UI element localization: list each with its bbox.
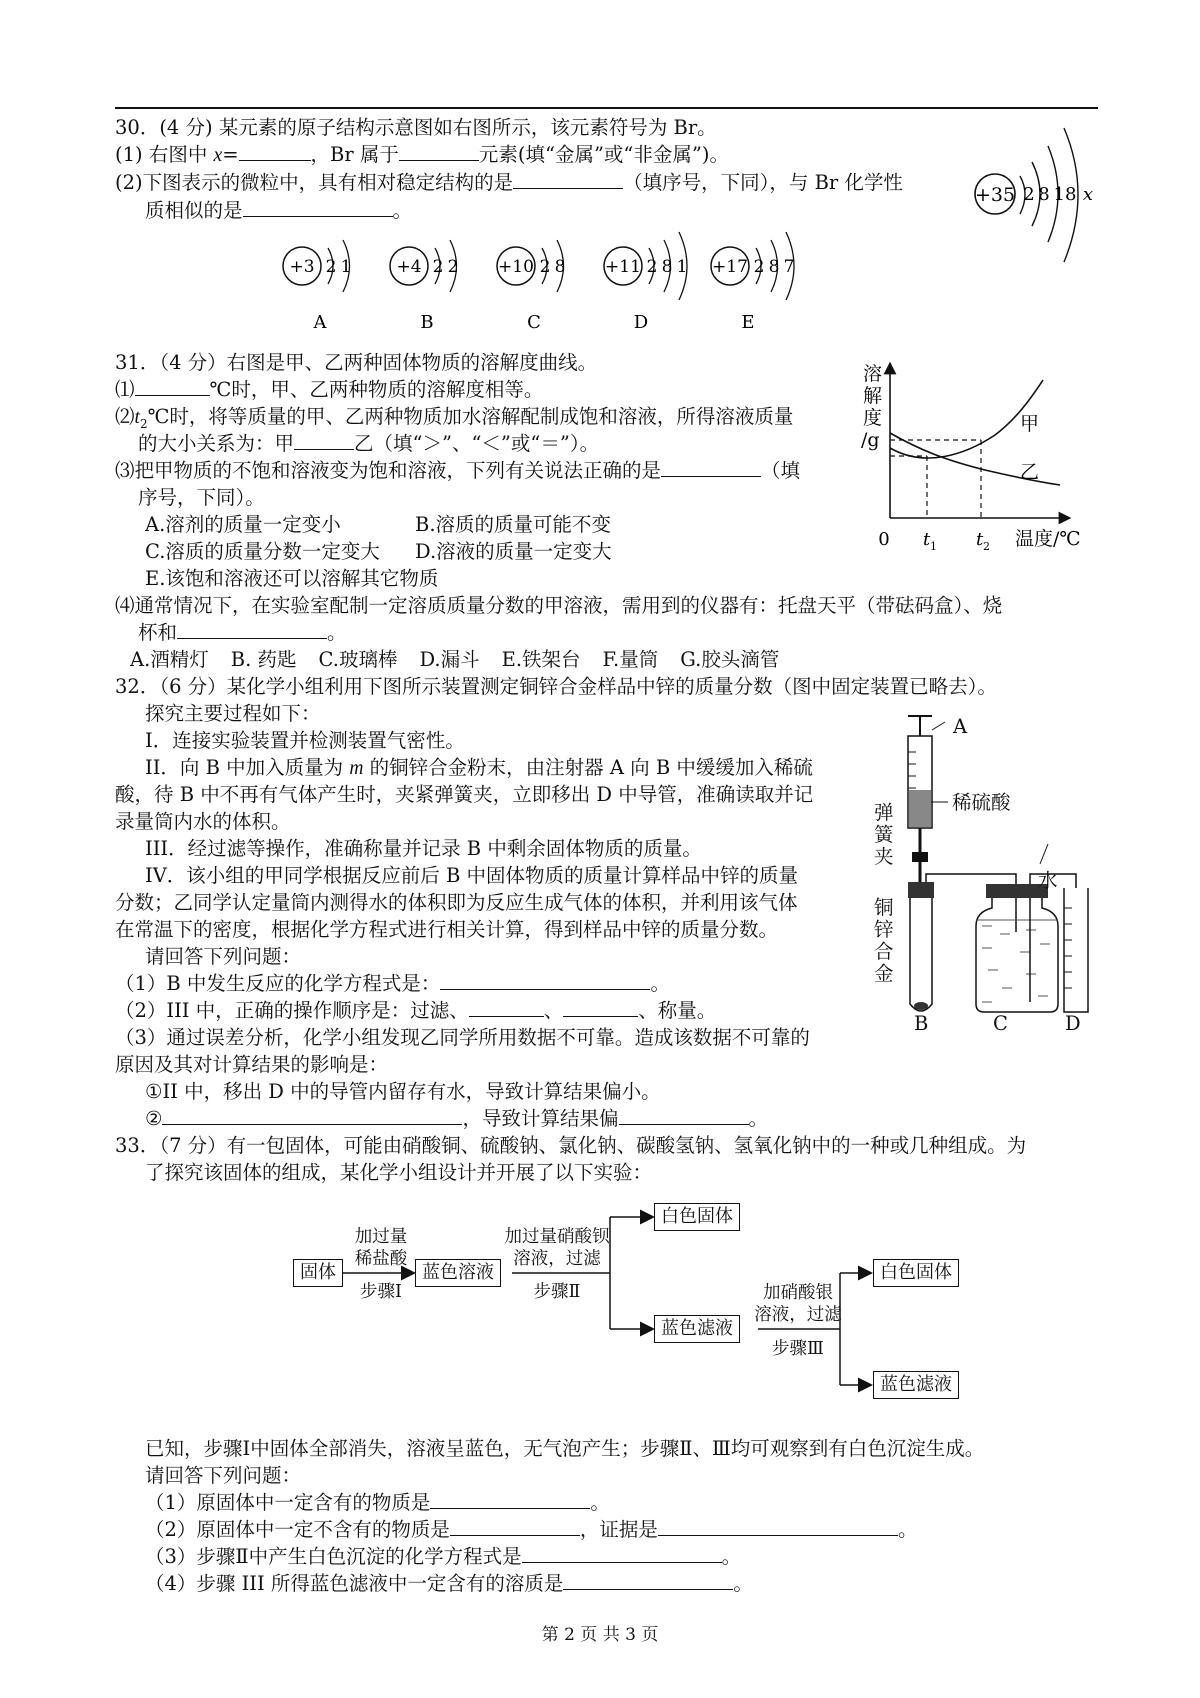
shell-electrons: 2	[1023, 184, 1035, 205]
label-jia: 甲	[1020, 413, 1040, 435]
spring-clamp-shape	[912, 852, 928, 862]
q32-step2-cont: 酸，待 B 中不再有气体产生时，夹紧弹簧夹，立即移出 D 中导管，准确读取并记	[115, 783, 814, 806]
y-label: /g	[861, 429, 880, 451]
instrument-option: C.玻璃棒	[318, 648, 398, 671]
q32-intro: 探究主要过程如下：	[145, 702, 321, 725]
q32-step1: I．连接实验装置并检测装置气密性。	[145, 729, 465, 752]
y-label: 度	[863, 407, 883, 429]
q32-answer3-reason1: ①II 中，移出 D 中的导管内留存有水，导致计算结果偏小。	[145, 1080, 661, 1103]
shell-electrons: 8	[661, 257, 673, 277]
label-yi: 乙	[1020, 461, 1040, 483]
label-b: B	[914, 1012, 929, 1035]
shell-electrons: 1	[340, 257, 352, 277]
nucleus-charge: +3	[289, 257, 315, 277]
shell-electrons: 2	[539, 257, 551, 277]
q33-answer4: （4）步骤 III 所得蓝色滤液中一定含有的溶质是 。	[145, 1572, 753, 1595]
shell-electrons: x	[1082, 184, 1094, 205]
q33-known: 已知，步骤Ⅰ中固体全部消失，溶液呈蓝色，无气泡产生；步骤Ⅱ、Ⅲ均可观察到有白色沉淀生成。	[145, 1437, 985, 1460]
q32-answer3-reason2: ② ，导致计算结果偏 。	[145, 1107, 769, 1130]
answer-blank[interactable]	[177, 620, 327, 639]
flow-reagent-1: 加过量 稀盐酸	[354, 1227, 408, 1269]
q32-step4-cont2: 在常温下的密度，根据化学方程式进行相关计算，得到样品中锌的质量分数。	[115, 918, 779, 941]
answer-blank[interactable]	[243, 198, 393, 217]
q31-option-d: D.溶液的质量一定变大	[415, 540, 612, 563]
answer-blank[interactable]	[162, 1106, 462, 1125]
shell-electrons: 2	[646, 257, 658, 277]
instrument-option: A.酒精灯	[130, 648, 209, 671]
q33-ask: 请回答下列问题：	[145, 1464, 302, 1487]
label-water: 水	[1038, 869, 1058, 892]
q31-option-c: C.溶质的质量分数一定变大	[145, 540, 380, 563]
q32-answer1: （1）B 中发生反应的化学方程式是： 。	[115, 972, 670, 995]
tick-t2-sub: 2	[983, 540, 990, 553]
q31-option-b: B.溶质的质量可能不变	[415, 513, 612, 536]
q31-part2-cont: 的大小关系为：甲 乙（填“＞”、“＜”或“＝”）。	[138, 432, 600, 455]
particle-label: D	[633, 312, 649, 333]
q30-stem: 30．(4 分) 某元素的原子结构示意图如右图所示，该元素符号为 Br。	[115, 116, 717, 139]
q32-ask: 请回答下列问题：	[145, 945, 302, 968]
answer-blank[interactable]	[440, 971, 650, 990]
flow-box-blue-solution: 蓝色溶液	[415, 1259, 501, 1287]
y-label: 溶	[863, 363, 883, 385]
answer-blank[interactable]	[619, 1106, 749, 1125]
shell-electrons: 1	[676, 257, 688, 277]
q30-part2-cont: 质相似的是 。	[145, 199, 413, 222]
particle-diagrams	[270, 222, 830, 334]
q32-step4-cont: 分数；乙同学认定量筒内测得水的体积即为反应生成气体的体积，并利用该气体	[115, 891, 798, 914]
nucleus-charge: +17	[712, 257, 748, 277]
tick-t1: t	[923, 529, 931, 550]
flow-box-solid: 固体	[293, 1259, 343, 1287]
shell-electrons: 2	[325, 257, 337, 277]
flow-reagent-2: 加过量硝酸钡 溶液，过滤	[504, 1227, 610, 1269]
instrument-option: E.铁架台	[501, 648, 581, 671]
flow-box-white-solid-2: 白色固体	[873, 1259, 959, 1287]
answer-blank[interactable]	[661, 458, 761, 477]
q33-stem: 33．（7 分）有一包固体，可能由硝酸铜、硫酸钠、氯化钠、碳酸氢钠、氢氧化钠中的一种或几种组成。为	[115, 1134, 1027, 1157]
shell-electrons: 2	[447, 257, 459, 277]
solubility-graph	[855, 360, 1095, 555]
bottle-c	[976, 898, 1058, 1012]
label-clamp: 弹 簧 夹	[874, 801, 894, 868]
q31-instruments	[130, 647, 779, 673]
q31-part3: ⑶把甲物质的不饱和溶液变为饱和溶液，下列有关说法正确的是 （填	[115, 459, 801, 482]
nucleus-charge: +4	[396, 257, 422, 277]
q32-answer3: （3）通过误差分析，化学小组发现乙同学所用数据不可靠。造成该数据不可靠的	[115, 1026, 810, 1049]
q31-part4-cont: 杯和 。	[138, 621, 347, 644]
flow-step-2: 步骤Ⅱ	[533, 1282, 581, 1302]
shell-electrons: 18	[1053, 184, 1077, 205]
nucleus-charge: +11	[605, 257, 641, 277]
label-alloy: 铜 锌 合 金	[874, 896, 894, 985]
flow-box-blue-filtrate-2: 蓝色滤液	[873, 1371, 959, 1399]
answer-blank[interactable]	[135, 377, 210, 396]
particle-label: C	[527, 312, 541, 333]
q33-stem-cont: 了探究该固体的组成，某化学小组设计并开展了以下实验：	[145, 1161, 653, 1184]
particle-label: E	[741, 312, 755, 333]
page-footer: 第 2 页 共 3 页	[541, 1625, 659, 1645]
answer-blank[interactable]	[430, 1490, 590, 1509]
label-acid: 稀硫酸	[952, 791, 1011, 814]
label-a: A	[953, 715, 968, 738]
instrument-option: D.漏斗	[419, 648, 480, 671]
answer-blank[interactable]	[513, 170, 623, 189]
q32-answer3-cont: 原因及其对计算结果的影响是：	[115, 1053, 389, 1076]
q32-answer2: （2）III 中，正确的操作顺序是：过滤、 、 、称量。	[115, 999, 717, 1022]
nucleus-charge: +10	[498, 257, 534, 277]
flow-step-1: 步骤Ⅰ	[360, 1282, 402, 1302]
acid-fill	[909, 790, 931, 827]
br-atom-diagram	[960, 122, 1100, 282]
answer-blank[interactable]	[563, 1571, 733, 1590]
tick-t1-sub: 1	[930, 540, 937, 553]
answer-blank[interactable]	[469, 998, 544, 1017]
q33-answer3: （3）步骤Ⅱ中产生白色沉淀的化学方程式是 。	[145, 1545, 742, 1568]
flow-box-white-solid-1: 白色固体	[654, 1203, 740, 1231]
answer-blank[interactable]	[563, 998, 638, 1017]
answer-blank[interactable]	[294, 431, 354, 450]
q31-option-e: E.该饱和溶液还可以溶解其它物质	[145, 567, 439, 590]
q31-part3-cont: 序号，下同）。	[138, 486, 265, 509]
answer-blank[interactable]	[239, 142, 311, 161]
cylinder-d	[1064, 888, 1088, 1012]
flow-reagent-3: 加硝酸银 溶液，过滤	[754, 1283, 842, 1325]
q30-part2: (2)下图表示的微粒中，具有相对稳定结构的是 （填序号，下同），与 Br 化学性	[115, 171, 903, 194]
shell-electrons: 8	[554, 257, 566, 277]
particle-label: A	[313, 312, 327, 333]
q31-stem: 31．（4 分）右图是甲、乙两种固体物质的溶解度曲线。	[115, 351, 598, 374]
q31-part2: $⑵t_2℃$时，将等质量的甲、乙两种物质加水溶解配制成饱和溶液，所得溶液质量	[115, 405, 794, 431]
q32-step2: II．向 B 中加入质量为 m 的铜锌合金粉末，由注射器 A 向 B 中缓缓加入稀硫	[145, 756, 813, 779]
shell-electrons: 2	[432, 257, 444, 277]
answer-blank[interactable]	[522, 1544, 722, 1563]
q30-part1: (1) 右图中 x= ，Br 属于 元素(填“金属”或“非金属”)。	[115, 143, 729, 166]
x-label: 温度/℃	[1015, 528, 1081, 550]
label-d: D	[1065, 1012, 1081, 1035]
shell-electrons: 8	[768, 257, 780, 277]
q33-answer2: （2）原固体中一定不含有的物质是 ，证据是 。	[145, 1518, 918, 1541]
instrument-option: G.胶头滴管	[680, 648, 780, 671]
q32-step3: III．经过滤等操作，准确称量并记录 B 中剩余固体物质的质量。	[145, 837, 702, 860]
instrument-option: B. 药匙	[230, 648, 297, 671]
shell-electrons: 8	[1038, 184, 1050, 205]
instrument-option: F.量筒	[602, 648, 659, 671]
label-c: C	[993, 1012, 1008, 1035]
y-label: 解	[863, 385, 883, 407]
q31-option-a: A.溶剂的质量一定变小	[145, 513, 341, 536]
answer-blank[interactable]	[658, 1517, 898, 1536]
q32-step2-cont2: 录量筒内水的体积。	[115, 810, 291, 833]
stopper-b	[908, 882, 934, 898]
particle-label: B	[420, 312, 434, 333]
q32-step4: IV．该小组的甲同学根据反应前后 B 中固体物质的质量计算样品中锌的质量	[145, 864, 799, 887]
q32-stem: 32．（6 分）某化学小组利用下图所示装置测定铜锌合金样品中锌的质量分数（图中固定装置已略去）。	[115, 675, 997, 698]
tick-t2: t	[976, 529, 984, 550]
shell-electrons: 2	[753, 257, 765, 277]
q31-part4: ⑷通常情况下，在实验室配制一定溶质质量分数的甲溶液，需用到的仪器有：托盘天平（带砝码盒）、烧	[115, 594, 1003, 617]
test-tube-b	[910, 898, 932, 1011]
shell-electrons: 7	[783, 257, 795, 277]
nucleus-charge: +35	[974, 184, 1016, 206]
flow-step-3: 步骤Ⅲ	[772, 1339, 824, 1359]
answer-blank[interactable]	[450, 1517, 580, 1536]
top-rule	[115, 107, 1098, 109]
answer-blank[interactable]	[399, 142, 479, 161]
q31-part1: ⑴ ℃时，甲、乙两种物质的溶解度相等。	[115, 378, 544, 401]
q33-answer1: （1）原固体中一定含有的物质是 。	[145, 1491, 610, 1514]
origin-label: 0	[878, 529, 890, 550]
flow-box-blue-filtrate-1: 蓝色滤液	[654, 1315, 740, 1343]
